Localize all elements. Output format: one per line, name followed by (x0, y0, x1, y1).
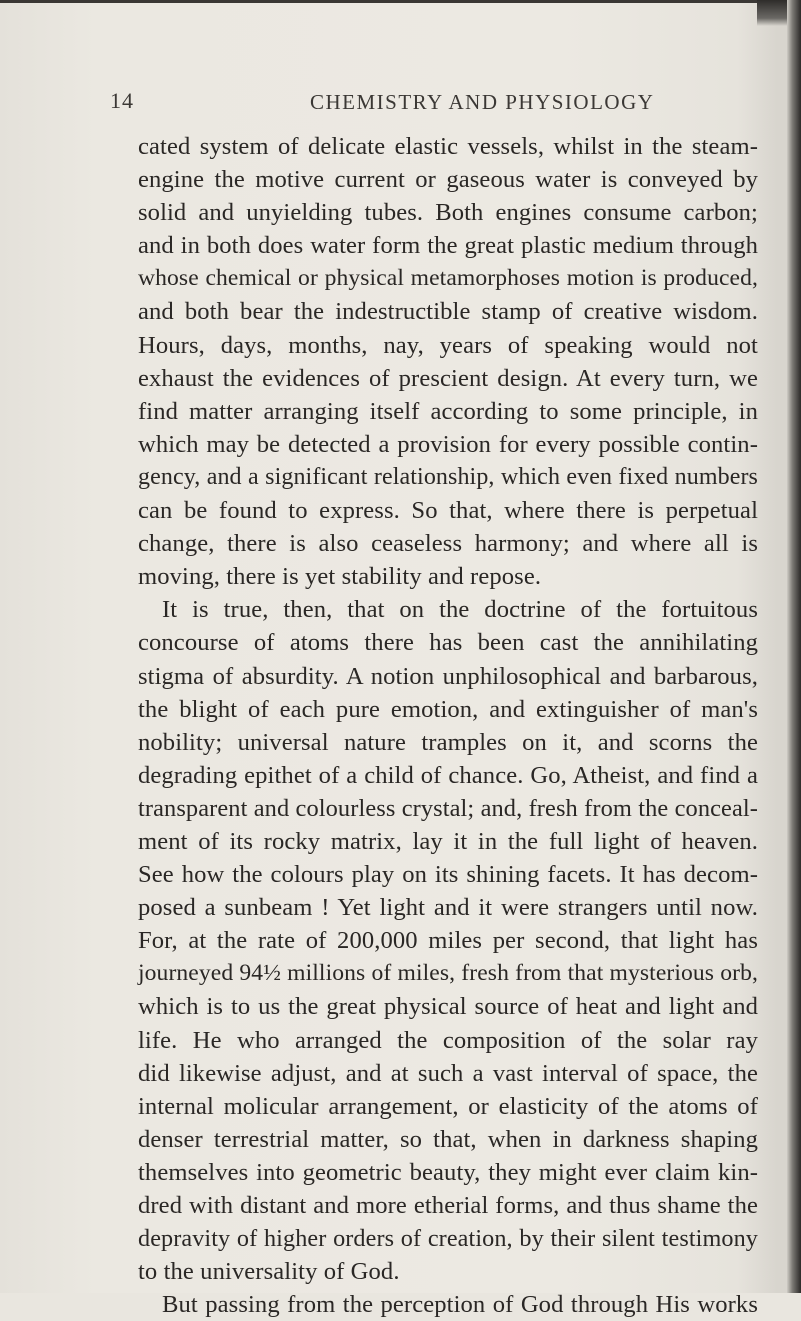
text-line: exhaust the evidences of prescient design. At every turn, we (138, 364, 758, 392)
text-line: cated system of delicate elastic vessels, whilst in the steam- (138, 133, 758, 160)
page-header (110, 88, 760, 118)
text-line: nobility; universal nature tramples on it, and scorns the (138, 728, 758, 756)
text-line: which may be detected a provision for every possible contin- (138, 430, 758, 458)
text-line: For, at the rate of 200,000 miles per second, that light has (138, 927, 758, 955)
text-line: life. He who arranged the composition of the solar ray (138, 1026, 758, 1054)
text-line: transparent and colourless crystal; and, fresh from the conceal- (138, 794, 758, 822)
text-line: journeyed 94½ millions of miles, fresh from that mysterious orb, (138, 960, 758, 987)
text-line: to the universality of God. (138, 1258, 400, 1286)
text-line: solid and unyielding tubes. Both engines consume carbon; (138, 199, 758, 227)
text-line: Hours, days, months, nay, years of speaking would not (138, 331, 758, 359)
text-line: change, there is also ceaseless harmony; and where all is (138, 530, 758, 558)
text-line: and in both does water form the great plastic medium through (138, 232, 758, 260)
text-line: whose chemical or physical metamorphoses motion is produced, (138, 265, 758, 292)
text-line: denser terrestrial matter, so that, when in darkness shaping (138, 1125, 758, 1153)
text-line: gency, and a significant relationship, which even fixed numbers (138, 463, 758, 490)
text-line: dred with distant and more etherial forms, and thus shame the (138, 1192, 758, 1219)
text-line: See how the colours play on its shining facets. It has decom- (138, 861, 758, 889)
text-line: find matter arranging itself according to some principle, in (138, 397, 758, 425)
text-line: posed a sunbeam ! Yet light and it were strangers until now. (138, 894, 758, 922)
text-line: degrading epithet of a child of chance. Go, Atheist, and find a (138, 761, 758, 789)
text-line: can be found to express. So that, where there is perpetual (138, 497, 758, 525)
page-edge-shadow (787, 0, 801, 1293)
text-line: internal molicular arrangement, or elasticity of the atoms of (138, 1092, 758, 1120)
text-line: and both bear the indestructible stamp of creative wisdom. (138, 298, 758, 326)
body-text (138, 130, 758, 1321)
page-corner-shadow (757, 0, 787, 26)
text-line: did likewise adjust, and at such a vast interval of space, the (138, 1059, 758, 1087)
text-line: depravity of higher orders of creation, by their silent testimony (138, 1225, 758, 1253)
text-line: ment of its rocky matrix, lay it in the full light of heaven. (138, 827, 758, 855)
text-line: themselves into geometric beauty, they might ever claim kin- (138, 1158, 758, 1186)
text-line: But passing from the perception of God through His works (162, 1291, 758, 1319)
running-head: CHEMISTRY AND PHYSIOLOGY (310, 90, 655, 114)
text-line: which is to us the great physical source of heat and light and (138, 993, 758, 1021)
text-line: It is true, then, that on the doctrine of the fortuitous (162, 596, 758, 624)
text-line: the blight of each pure emotion, and extinguisher of man's (138, 695, 758, 723)
page-number: 14 (110, 88, 134, 113)
text-line: moving, there is yet stability and repose. (138, 563, 542, 591)
text-line: stigma of absurdity. A notion unphilosophical and barbarous, (138, 662, 758, 690)
top-rule (0, 0, 801, 3)
text-line: engine the motive current or gaseous water is conveyed by (138, 166, 758, 194)
text-line: concourse of atoms there has been cast the annihilating (138, 629, 758, 657)
